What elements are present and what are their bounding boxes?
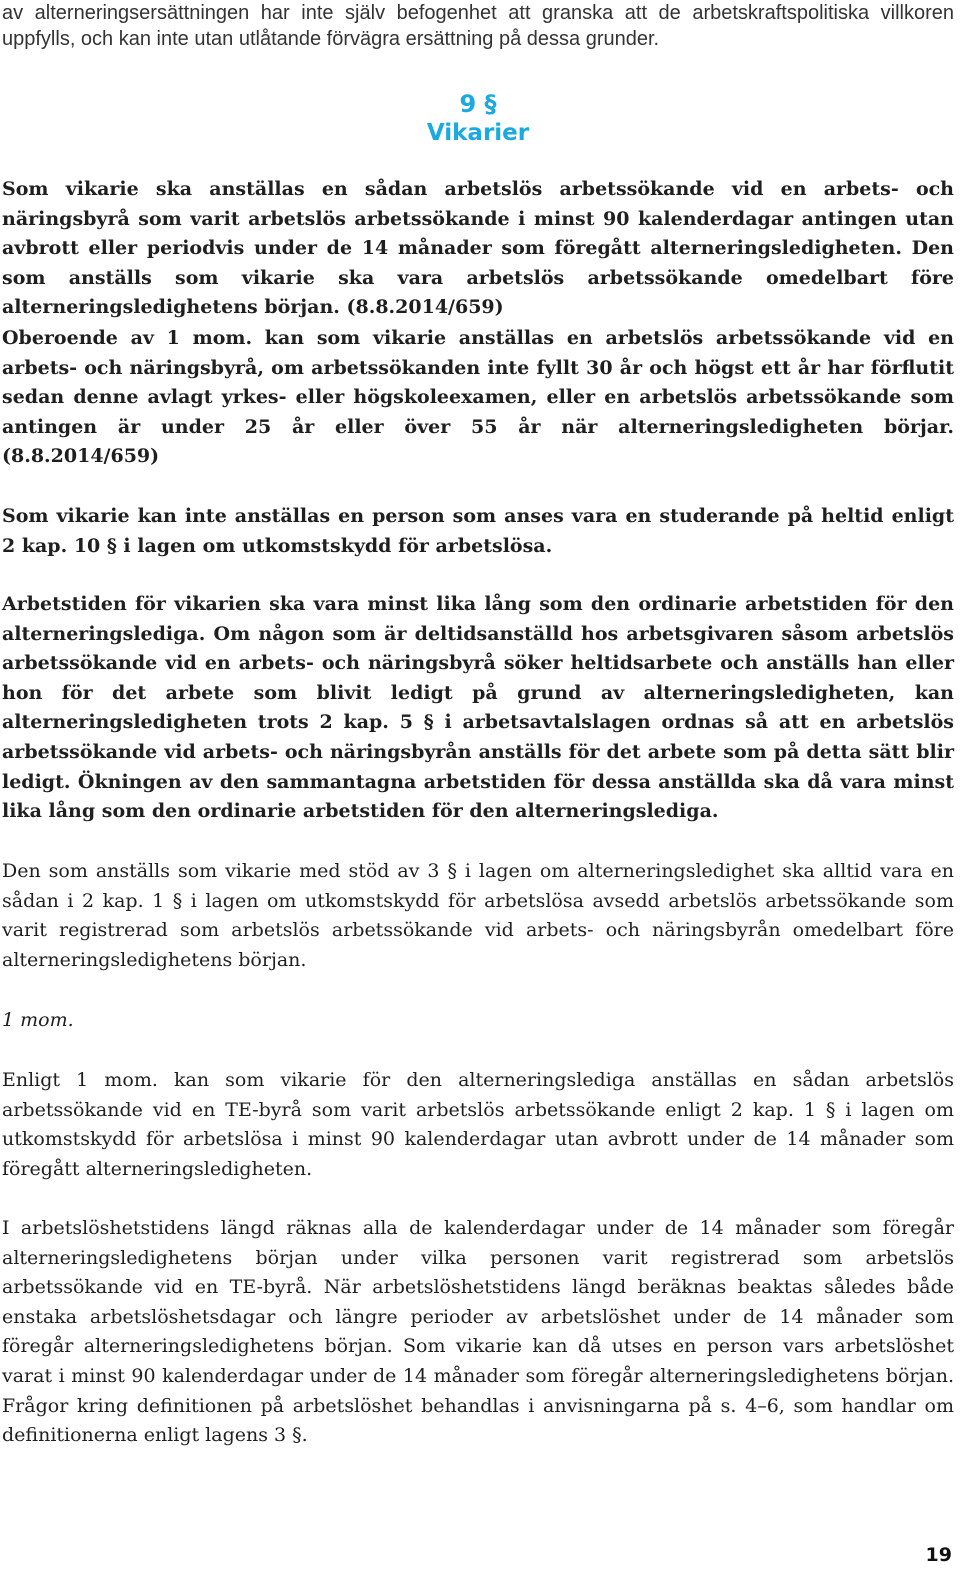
subheading-moment: 1 mom. bbox=[2, 1009, 74, 1031]
commentary-paragraph-1: Den som anställs som vikarie med stöd av 3 § i lagen om alterneringsledighet ska alltid vara en sådan i 2 kap. 1 § i lagen om utkomstskydd för arbetslösa avsedd arbetslös arbetssökande som varit registrerad som arbetslös arbetssökande vid arbets- och näringsbyrån omedelbart före alterneringsledighetens början. bbox=[2, 860, 954, 971]
section-number: 9 § bbox=[459, 90, 497, 118]
paragraph-moment-4: Arbetstiden för vikarien ska vara minst lika lång som den ordinarie arbetstiden för den alterneringslediga. Om någon som är deltidsanställd hos arbetsgivaren såsom arbetslös arbetssökande vid en arbets- och näringsbyrå söker heltidsarbete och anställs han eller hon för det arbete som blivit ledigt på grund av alterneringsledigheten, kan alterneringsledigheten trots 2 kap. 5 § i arbetsavtalslagen ordnas så att en arbetslös arbetssökande vid arbets- och näringsbyrån anställs för det arbete som på detta sätt blir ledigt. Ökningen av den sammantagna arbetstiden för dessa anställda ska då vara minst lika lång som den ordinarie arbetstiden för den alterneringslediga. bbox=[2, 593, 954, 823]
paragraph-moment-1: Som vikarie ska anställas en sådan arbetslös arbetssökande vid en arbets- och näringsbyrå som varit arbetslös arbetssökande i minst 90 kalenderdagar antingen utan avbrott eller periodvis under de 14 månader som föregått alterneringsledigheten. Den som anställs som vikarie ska vara arbetslös arbetssökande omedelbart före alterneringsledighetens början. (8.8.2014/659) bbox=[2, 178, 954, 319]
section-title: Vikarier bbox=[426, 120, 530, 146]
paragraph-moment-2: Oberoende av 1 mom. kan som vikarie anställas en arbetslös arbetssökande vid en arbets- och näringsbyrå, om arbetssökanden inte fyllt 30 år och högst ett år har förflutit sedan denne avlagt yrkes- eller högskoleexamen, eller en arbetslös arbetssökande som antingen är under 25 år eller över 55 år när alterneringsledigheten börjar. (8.8.2014/659) bbox=[2, 327, 954, 468]
page-number: 19 bbox=[925, 1544, 952, 1566]
commentary-paragraph-3: I arbetslöshetstidens längd räknas alla de kalenderdagar under de 14 månader som föregår alterneringsledighetens början under vilka personen varit registrerad som arbetslös arbetssökande vid en TE-byrå. När arbetslöshetstidens längd beräknas beaktas således både enstaka arbetslöshetsdagar och längre perioder av arbetslöshet under de 14 månader som föregår alterneringsledighetens början. Som vikarie kan då utses en person vars arbetslöshet varat i minst 90 kalenderdagar under de 14 månader som föregår alterneringsledighetens början. Frågor kring definitionen på arbetslöshet behandlas i anvisningarna på s. 4–6, som handlar om definitionerna enligt lagens 3 §. bbox=[2, 1217, 954, 1447]
intro-paragraph: av alterneringsersättningen har inte själv befogenhet att granska att de arbetskraftspolitiska villkoren uppfylls, och kan inte utan utlåtande förvägra ersättning på dessa grunder. bbox=[2, 2, 954, 50]
paragraph-moment-3: Som vikarie kan inte anställas en person som anses vara en studerande på heltid enligt 2 kap. 10 § i lagen om utkomstskydd för arbetslösa. bbox=[2, 505, 954, 557]
commentary-paragraph-2: Enligt 1 mom. kan som vikarie för den alterneringslediga anställas en sådan arbetslös arbetssökande vid en TE-byrå som varit arbetslös arbetssökande enligt 2 kap. 1 § i lagen om utkomstskydd för arbetslösa i minst 90 kalenderdagar utan avbrott under de 14 månader som föregått alterneringsledigheten. bbox=[2, 1069, 954, 1180]
